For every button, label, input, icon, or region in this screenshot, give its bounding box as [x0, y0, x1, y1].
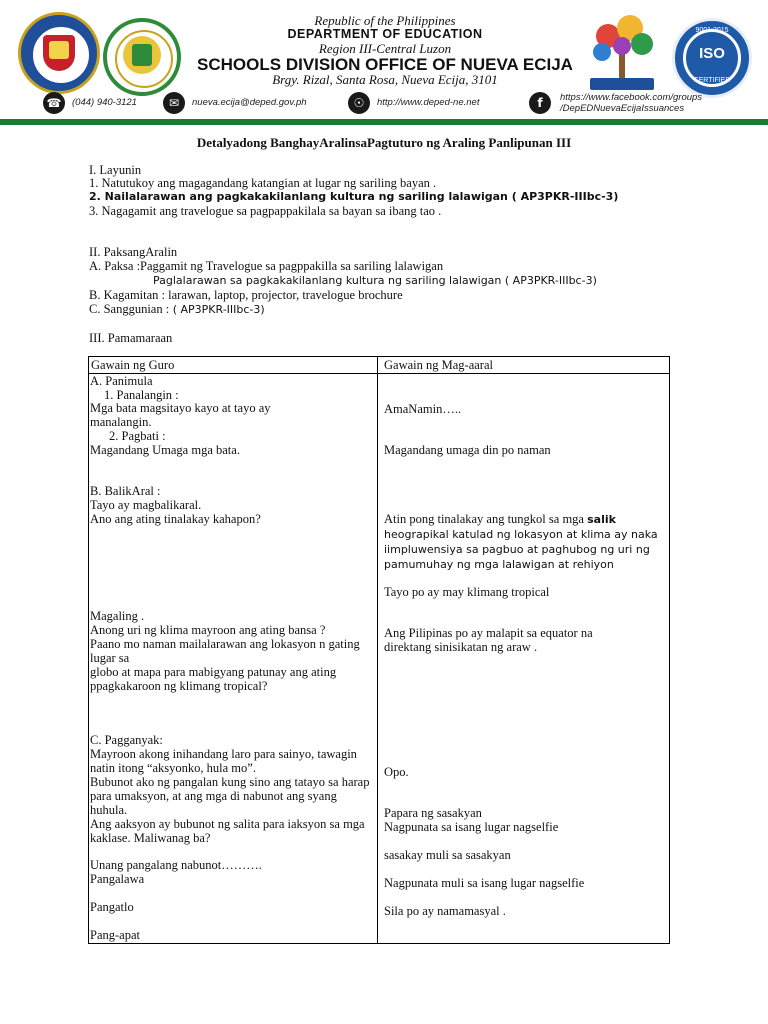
email-link[interactable]: nueva.ecija@deped.gov.ph [192, 97, 307, 108]
iso-certified-logo: 9001:2015 ISO CERTIFIED [672, 18, 752, 98]
unang-nabunot: Unang pangalang nabunot………. [90, 858, 262, 872]
pagganyak-heading: C. Pagganyak: [90, 733, 163, 747]
region-label: Region III-Central Luzon [318, 41, 452, 56]
balikaral-line-2: Ano ang ating tinalakay kahapon? [90, 512, 261, 526]
email-icon: ✉ [163, 92, 185, 114]
tinalakay-response: Atin pong tinalakay ang tungkol sa mga salik heograpikal katulad ng lokasyon at klima ay naka iimpluwensiya sa pagbuo at paghubog ng uri ng pamumuhay ng mga lalawigan at rehiyon [384, 512, 658, 571]
column-header-mag-aaral: Gawain ng Mag-aaral [384, 358, 493, 372]
equator-response: Ang Pilipinas po ay malapit sa equator na direktang sinisikatan ng araw . [384, 626, 593, 654]
nagpunata-response-2: Nagpunata muli sa isang lugar nagselfie [384, 876, 585, 890]
pangalawa-line: Pangalawa [90, 872, 145, 886]
objective-2: 2. Nailalarawan ang pagkakakilanlang kultura ng sariling lalawigan ( AP3PKR-IIIbc-3) [89, 190, 619, 203]
nagpunata-response-1: Nagpunata sa isang lugar nagselfie [384, 820, 559, 834]
panalangin-label: 1. Panalangin : [104, 388, 179, 402]
sanggunian-line: C. Sanggunian : ( AP3PKR-IIIbc-3) [89, 302, 265, 316]
balikaral-line-1: Tayo ay magbalikaral. [90, 498, 202, 512]
paksa-subtitle: Paglalarawan sa pagkakakilanlang kultura ng sariling lalawigan ( AP3PKR-IIIbc-3) [153, 274, 597, 287]
pagbati-label: 2. Pagbati : [109, 429, 166, 443]
tropical-response: Tayo po ay may klimang tropical [384, 585, 550, 599]
document-title: Detalyadong BanghayAralinsaPagtuturo ng Araling Panlipunan III [196, 135, 572, 150]
deped-seal-logo [18, 12, 100, 94]
balikaral-heading: B. BalikAral : [90, 484, 161, 498]
pang-apat-line: Pang-apat [90, 928, 140, 942]
panimula-heading: A. Panimula [90, 374, 153, 388]
division-office-title: SCHOOLS DIVISION OFFICE OF NUEVA ECIJA [197, 55, 573, 74]
office-address: Brgy. Rizal, Santa Rosa, Nueva Ecija, 3101 [272, 72, 498, 87]
header-divider-bar [0, 119, 768, 125]
section-pamamaraan-heading: III. Pamamaraan [89, 331, 173, 345]
lokasyon-question-2: globo at mapa para mabigyang patunay ang ating ppagkakaroon ng klimang tropical? [90, 665, 337, 693]
lokasyon-question-1: Paano mo naman mailalarawan ang lokasyon n gating lugar sa [90, 637, 360, 665]
pagganyak-aaksyon: Ang aaksyon ay bubunot ng salita para iaksyon sa mga kaklase. Maliwanag ba? [90, 817, 365, 845]
column-header-guro: Gawain ng Guro [91, 358, 175, 372]
pangatlo-line: Pangatlo [90, 900, 134, 914]
objective-1: 1. Natutukoy ang magagandang katangian at lugar ng sariling bayan . [89, 176, 437, 190]
pagganyak-bubunot: Bubunot ako ng pangalan kung sino ang tatayo sa harap para umaksyon, at ang mga di nabunot ang syang huhula. [90, 775, 370, 817]
phone-number: (044) 940-3121 [72, 97, 137, 108]
papara-response: Papara ng sasakyan [384, 806, 482, 820]
pagganyak-laro: Mayroon akong inihandang laro para sainyo, tawagin natin itong “aksyonko, hula mo”. [90, 747, 357, 775]
kagamitan-line: B. Kagamitan : larawan, laptop, projector, travelogue brochure [89, 288, 403, 302]
phone-icon: ☎ [43, 92, 65, 114]
pagbati-text: Magandang Umaga mga bata. [90, 443, 240, 457]
republic-label: Republic of the Philippines [314, 13, 456, 28]
panalangin-text: Mga bata magsitayo kayo at tayo ay manalangin. [90, 401, 271, 429]
section-paksang-aralin-heading: II. PaksangAralin [89, 245, 178, 259]
namamasyal-response: Sila po ay namamasyal . [384, 904, 506, 918]
opo-response: Opo. [384, 765, 409, 779]
magaling-line: Magaling . [90, 609, 145, 623]
magandang-umaga-response: Magandang umaga din po naman [384, 443, 551, 457]
department-label: DEPARTMENT OF EDUCATION [287, 27, 483, 41]
letterhead [0, 0, 768, 125]
klima-question: Anong uri ng klima mayroon ang ating bansa ? [90, 623, 326, 637]
objective-3: 3. Nagagamit ang travelogue sa pagpappakilala sa bayan sa ibang tao . [89, 204, 442, 218]
amanamin-response: AmaNamin….. [384, 402, 462, 416]
greater-heights-tree-logo [578, 8, 666, 94]
facebook-icon: f [529, 92, 551, 114]
table-column-divider [377, 356, 378, 944]
website-link[interactable]: http://www.deped-ne.net [377, 97, 480, 108]
globe-icon: ☉ [348, 92, 370, 114]
sasakay-response: sasakay muli sa sasakyan [384, 848, 511, 862]
section-layunin-heading: I. Layunin [89, 163, 142, 177]
facebook-link[interactable]: https://www.facebook.com/groups /DepEDNuevaEcijaIssuances [560, 92, 703, 114]
paksa-line: A. Paksa :Paggamit ng Travelogue sa pagppakilla sa sariling lalawigan [89, 259, 444, 273]
